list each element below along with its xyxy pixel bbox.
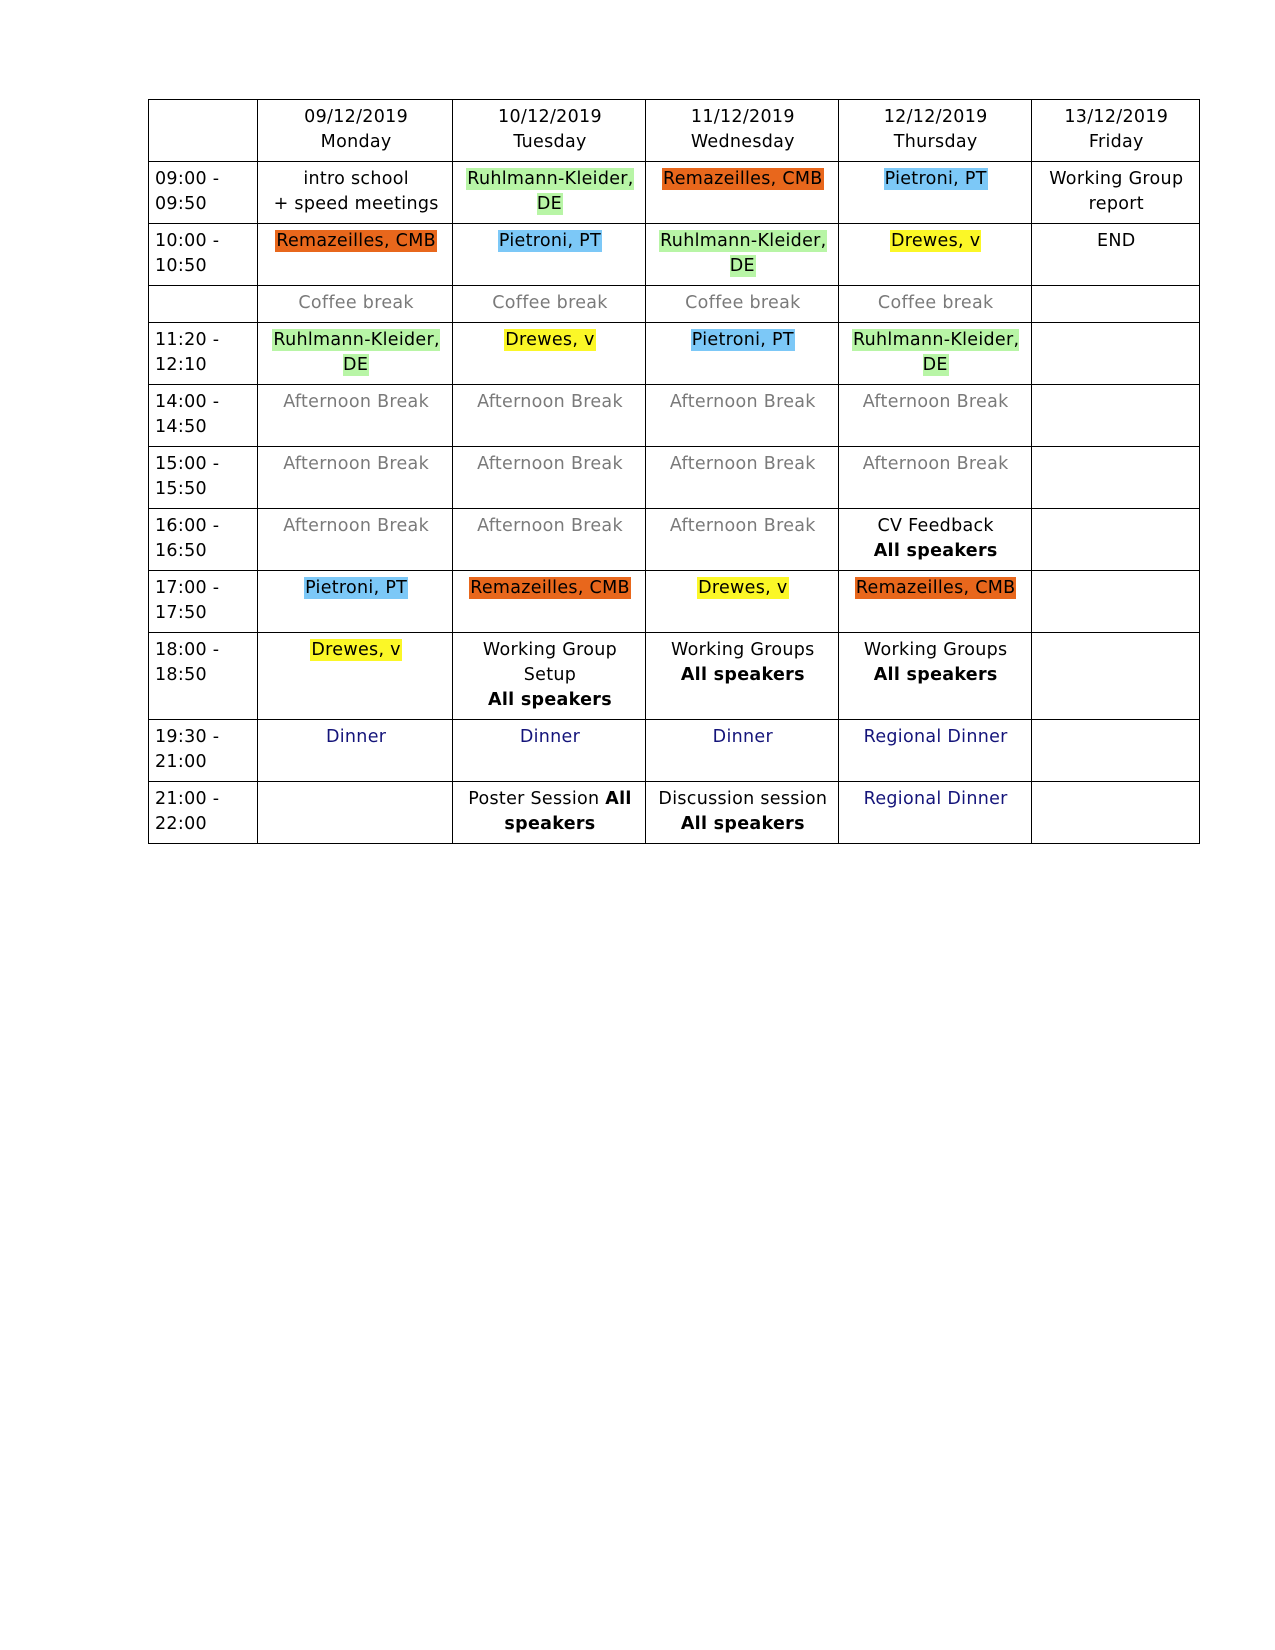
session-cell [645,224,838,286]
session-cell [838,385,1031,447]
session-label: report [1088,194,1144,214]
time-label: 21:00 - [155,789,220,809]
session-cell [258,224,453,286]
session-line [652,663,834,688]
session-label: Setup [523,665,577,685]
time-label: 10:00 - [155,231,220,251]
session-line [652,390,834,415]
speaker-label: Pietroni, PT [305,578,408,598]
session-line [845,663,1027,688]
header-row [149,100,1200,162]
session-cell [1031,224,1199,286]
table-row [149,509,1200,571]
session-cell [1031,509,1199,571]
time-label: 22:00 [155,814,207,834]
session-cell [258,385,453,447]
session-cell [838,323,1031,385]
speaker-label: Pietroni, PT [498,231,602,251]
session-cell [645,323,838,385]
audience-label: All speakers [680,665,805,685]
session-line [652,638,834,663]
session-line [459,167,641,217]
session-line [845,514,1027,539]
session-line [845,167,1027,192]
table-row [149,720,1200,782]
time-label: 21:00 [155,752,207,772]
session-cell [258,162,453,224]
header-date: 13/12/2019 [1064,107,1169,127]
session-line [1038,167,1195,192]
table-row [149,385,1200,447]
session-cell [453,571,646,633]
session-line [652,725,834,750]
session-cell [258,720,453,782]
time-cell [149,509,258,571]
session-line [459,229,641,254]
session-line [459,638,641,663]
session-cell [645,633,838,720]
session-cell [838,509,1031,571]
session-cell [258,633,453,720]
session-line [845,229,1027,254]
session-cell [838,447,1031,509]
speaker-label: Ruhlmann-Kleider, DE [273,330,440,375]
session-line [264,328,448,378]
audience-label: All speakers [873,665,998,685]
session-cell [453,633,646,720]
session-line [459,452,641,477]
session-line [845,576,1027,601]
speaker-label: Drewes, v [505,330,595,350]
break-label: Coffee break [298,293,414,313]
session-cell [838,571,1031,633]
session-cell [1031,447,1199,509]
time-label: 18:50 [155,665,207,685]
session-line [459,688,641,713]
session-line [652,514,834,539]
session-line [264,167,448,192]
session-cell [453,224,646,286]
speaker-label: Remazeilles, CMB [470,578,630,598]
speaker-label: Remazeilles, CMB [276,231,436,251]
header-day: Thursday [893,132,978,152]
header-day: Tuesday [513,132,587,152]
time-label: 16:50 [155,541,207,561]
session-cell [645,571,838,633]
session-line [264,390,448,415]
session-cell [1031,323,1199,385]
header-cell [838,100,1031,162]
dinner-label: Dinner [712,727,773,747]
time-label: 18:00 - [155,640,220,660]
break-label: Afternoon Break [283,392,430,412]
session-cell [258,286,453,323]
session-label: Working Groups [863,640,1008,660]
session-cell [453,782,646,844]
header-cell [258,100,453,162]
session-label: END [1097,231,1136,251]
schedule-body [149,100,1200,844]
session-line [652,328,834,353]
time-cell [149,323,258,385]
session-line [652,576,834,601]
session-cell [258,571,453,633]
audience-label: All speakers [873,541,998,561]
session-cell [838,286,1031,323]
session-cell [453,162,646,224]
time-cell [149,162,258,224]
session-line [264,638,448,663]
session-line [845,452,1027,477]
time-cell [149,385,258,447]
session-cell [453,385,646,447]
session-line [652,787,834,812]
session-line [459,291,641,316]
session-label: Working Groups [671,640,815,660]
header-cell [1031,100,1199,162]
session-line [264,229,448,254]
session-line [459,812,641,837]
header-date: 10/12/2019 [498,107,602,127]
session-cell [453,286,646,323]
session-label: Discussion session [658,789,828,809]
break-label: Afternoon Break [862,392,1009,412]
dinner-label: Regional Dinner [863,727,1008,747]
break-label: Afternoon Break [283,516,430,536]
time-label: 09:00 - [155,169,220,189]
time-cell [149,782,258,844]
session-line [845,725,1027,750]
session-label: Working Group [1049,169,1184,189]
header-date: 11/12/2019 [690,107,795,127]
session-line [264,291,448,316]
session-cell [1031,720,1199,782]
session-cell [645,782,838,844]
session-line [652,452,834,477]
speaker-label: Remazeilles, CMB [663,169,823,189]
session-cell [258,782,453,844]
speaker-label: Drewes, v [890,231,981,251]
schedule-table [148,99,1200,844]
session-cell [838,782,1031,844]
session-cell [645,286,838,323]
header-day: Monday [320,132,392,152]
session-cell [1031,385,1199,447]
time-label: 12:10 [155,355,207,375]
header-cell [453,100,646,162]
break-label: Afternoon Break [669,454,816,474]
session-cell [645,720,838,782]
session-cell [1031,162,1199,224]
session-label: intro school [303,169,409,189]
session-cell [1031,633,1199,720]
audience-label: speakers [504,814,596,834]
time-label: 11:20 - [155,330,220,350]
header-day: Wednesday [690,132,795,152]
speaker-label: Remazeilles, CMB [855,578,1016,598]
speaker-label: Drewes, v [698,578,788,598]
table-row [149,447,1200,509]
audience-label: All speakers [680,814,805,834]
time-label: 19:30 - [155,727,220,747]
session-cell [453,447,646,509]
session-cell [838,224,1031,286]
table-row [149,162,1200,224]
session-line [845,638,1027,663]
session-line [264,192,448,217]
table-row [149,571,1200,633]
table-row [149,633,1200,720]
time-label: 17:00 - [155,578,220,598]
header-date: 09/12/2019 [304,107,409,127]
session-cell [258,509,453,571]
break-label: Afternoon Break [862,454,1009,474]
session-line [652,229,834,279]
time-label: 17:50 [155,603,207,623]
session-cell [453,720,646,782]
dinner-label: Regional Dinner [863,789,1008,809]
time-label: 14:50 [155,417,207,437]
session-line [459,663,641,688]
header-cell [645,100,838,162]
session-cell [645,447,838,509]
time-cell [149,447,258,509]
session-cell [453,323,646,385]
break-label: Afternoon Break [477,454,623,474]
break-label: Afternoon Break [283,454,430,474]
session-line [264,576,448,601]
session-line [652,812,834,837]
session-line [845,291,1027,316]
session-cell [1031,571,1199,633]
header-date: 12/12/2019 [883,107,988,127]
session-line [459,725,641,750]
session-line [845,390,1027,415]
session-cell [645,509,838,571]
audience-label: All speakers [488,690,612,710]
session-cell [838,633,1031,720]
session-label: Working Group [482,640,618,660]
session-line [845,539,1027,564]
table-row [149,286,1200,323]
audience-label: All [605,789,632,809]
time-label: 15:50 [155,479,207,499]
break-label: Coffee break [492,293,608,313]
time-label: 16:00 - [155,516,220,536]
break-label: Afternoon Break [477,392,623,412]
session-cell [838,720,1031,782]
header-corner [149,100,258,162]
speaker-label: Pietroni, PT [691,330,794,350]
session-cell [1031,286,1199,323]
break-label: Coffee break [877,293,994,313]
break-label: Afternoon Break [669,392,816,412]
time-label: 10:50 [155,256,207,276]
time-cell [149,286,258,323]
time-cell [149,633,258,720]
session-line [264,452,448,477]
table-row [149,224,1200,286]
session-line [652,167,834,192]
session-cell [645,162,838,224]
session-cell [453,509,646,571]
table-row [149,782,1200,844]
session-cell [838,162,1031,224]
time-cell [149,224,258,286]
session-line [652,291,834,316]
session-line [459,390,641,415]
break-label: Coffee break [685,293,801,313]
session-line [264,514,448,539]
speaker-label: Ruhlmann-Kleider, DE [467,169,634,214]
session-line [264,725,448,750]
speaker-label: Pietroni, PT [884,169,987,189]
time-cell [149,571,258,633]
session-label: + speed meetings [273,194,439,214]
session-line [459,787,641,812]
session-cell [1031,782,1199,844]
time-label: 15:00 - [155,454,220,474]
session-line [845,787,1027,812]
speaker-label: Ruhlmann-Kleider, DE [660,231,827,276]
session-line [1038,229,1195,254]
time-cell [149,720,258,782]
speaker-label: Ruhlmann-Kleider, DE [852,330,1020,375]
session-line [459,576,641,601]
header-day: Friday [1088,132,1144,152]
time-label: 09:50 [155,194,207,214]
time-label: 14:00 - [155,392,220,412]
table-row [149,323,1200,385]
session-cell [258,447,453,509]
session-label: Poster Session [468,789,606,809]
session-line [845,328,1027,378]
session-cell [258,323,453,385]
break-label: Afternoon Break [669,516,816,536]
speaker-label: Drewes, v [311,640,401,660]
session-line [459,514,641,539]
session-line [1038,192,1195,217]
session-line [459,328,641,353]
dinner-label: Dinner [325,727,387,747]
session-cell [645,385,838,447]
session-label: CV Feedback [877,516,994,536]
break-label: Afternoon Break [477,516,623,536]
dinner-label: Dinner [519,727,581,747]
